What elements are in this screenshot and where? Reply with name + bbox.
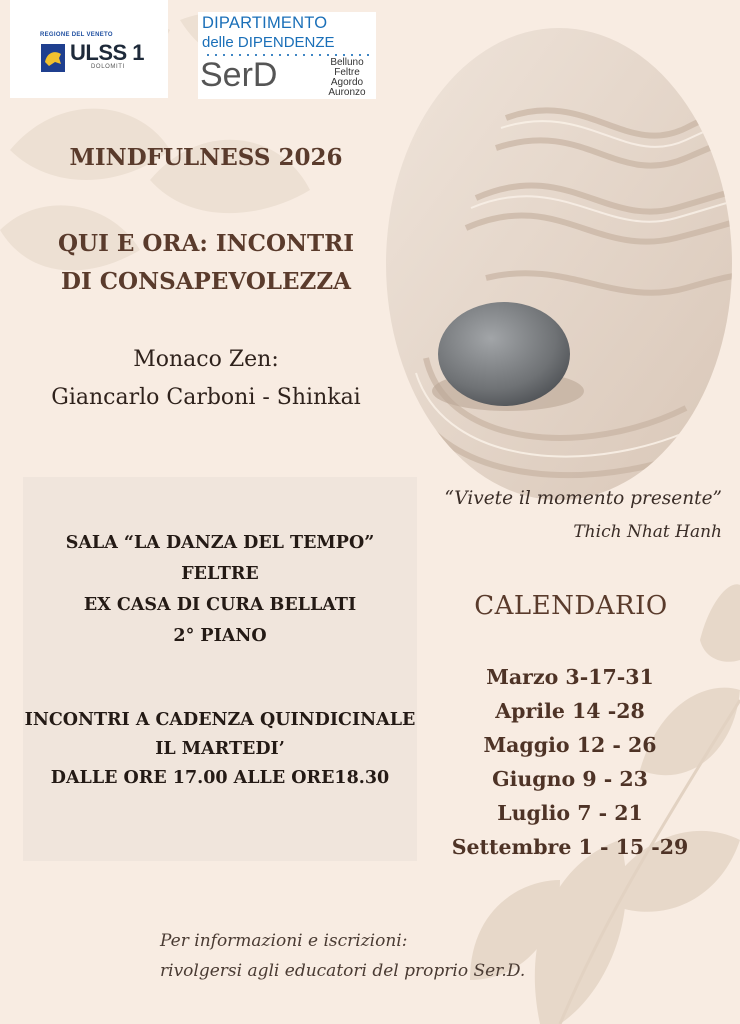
venue-line: 2° PIANO xyxy=(173,626,267,646)
zen-stone-image xyxy=(386,28,732,500)
ulss-subtitle: DOLOMITI xyxy=(91,64,125,70)
venue-info-panel xyxy=(23,477,417,861)
event-title: MINDFULNESS 2026 xyxy=(69,144,343,171)
event-subtitle-line: DI CONSAPEVOLEZZA xyxy=(61,268,351,295)
speaker-name: Giancarlo Carboni - Shinkai xyxy=(51,385,361,410)
serd-place: Feltre xyxy=(334,67,360,78)
serd-places xyxy=(322,58,372,98)
calendar-item: Giugno 9 - 23 xyxy=(492,767,648,791)
calendar-title: CALENDARIO xyxy=(474,591,668,621)
venue-line: FELTRE xyxy=(181,564,259,584)
speaker-role: Monaco Zen: xyxy=(133,347,279,372)
calendar-item: Aprile 14 -28 xyxy=(495,699,645,723)
calendar-list xyxy=(430,660,710,864)
serd-dependencies-label: delle DIPENDENZE xyxy=(202,34,335,51)
event-subtitle-line: QUI E ORA: INCONTRI xyxy=(57,230,355,257)
ulss-name: ULSS 1 xyxy=(70,40,145,65)
serd-logo xyxy=(198,12,376,99)
footer-line: Per informazioni e iscrizioni: xyxy=(160,931,408,951)
calendar-item: Marzo 3-17-31 xyxy=(486,665,654,689)
calendar-item: Luglio 7 - 21 xyxy=(497,801,643,825)
serd-place: Belluno xyxy=(330,57,364,68)
schedule-line: IL MARTEDI’ xyxy=(155,739,285,759)
ulss-logo xyxy=(10,0,168,98)
serd-name: SerD xyxy=(200,56,278,94)
venue-line: SALA “LA DANZA DEL TEMPO” xyxy=(65,533,375,553)
schedule-line: DALLE ORE 17.00 ALLE ORE18.30 xyxy=(50,768,390,788)
calendar-item: Maggio 12 - 26 xyxy=(483,733,657,757)
calendar-item: Settembre 1 - 15 -29 xyxy=(451,835,689,859)
serd-place: Auronzo xyxy=(328,87,366,98)
lion-emblem-icon xyxy=(41,44,65,72)
serd-department-label: DIPARTIMENTO xyxy=(202,14,328,32)
ulss-region-label: REGIONE DEL VENETO xyxy=(40,32,113,38)
schedule-line: INCONTRI A CADENZA QUINDICINALE xyxy=(24,710,416,730)
footer-line: rivolgersi agli educatori del proprio Ser.D. xyxy=(160,961,526,981)
quote-author: Thich Nhat Hanh xyxy=(573,522,722,542)
venue-line: EX CASA DI CURA BELLATI xyxy=(83,595,357,615)
footer-info xyxy=(160,926,620,986)
quote-text: “Vivete il momento presente” xyxy=(444,488,722,509)
serd-place: Agordo xyxy=(330,77,364,88)
